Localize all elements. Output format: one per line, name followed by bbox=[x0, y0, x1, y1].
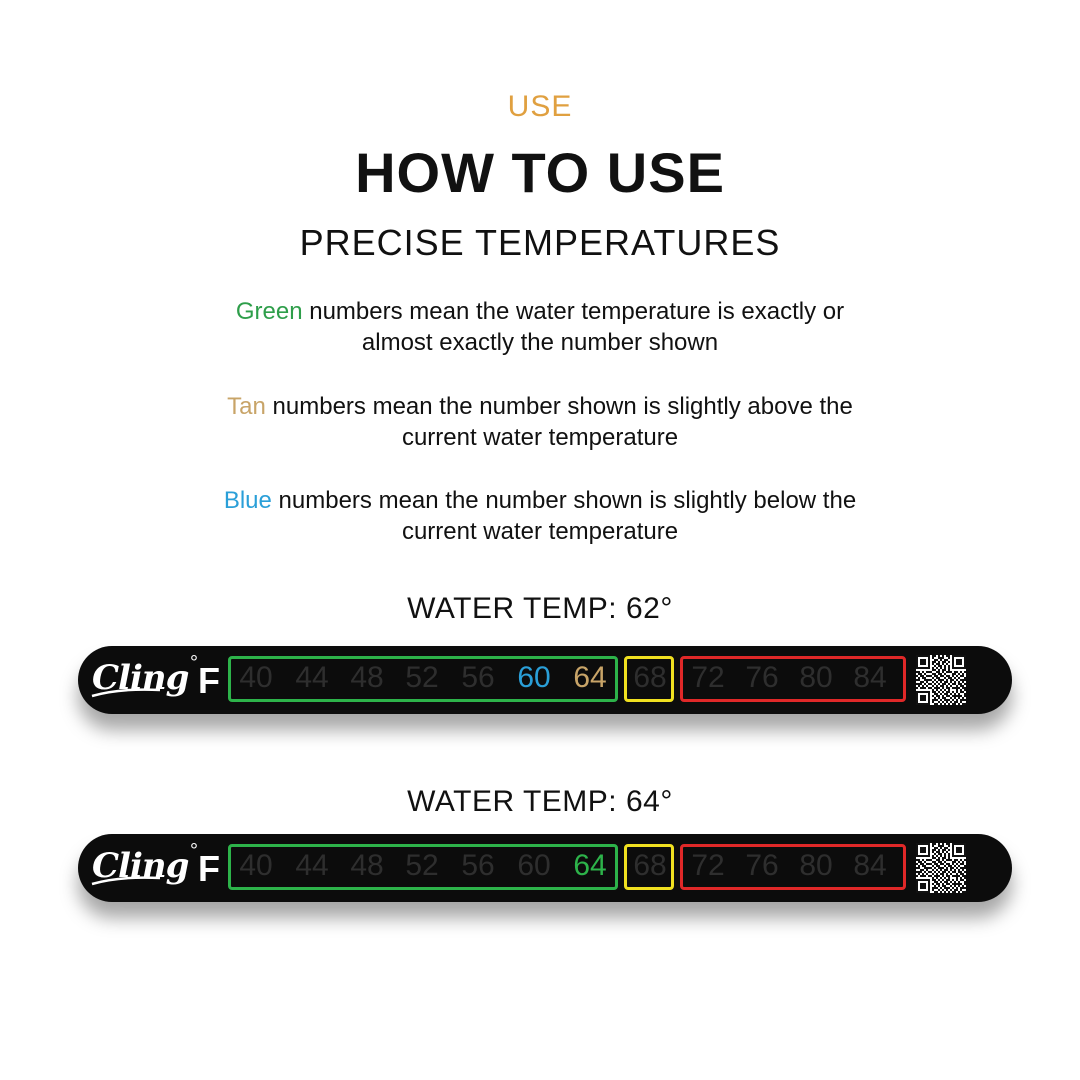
thermometer-strip bbox=[78, 834, 1012, 902]
temp-number-60: 60 bbox=[517, 661, 551, 694]
temp-number-44: 44 bbox=[295, 849, 329, 882]
legend-tan-text-1: numbers mean the number shown is slightly above the bbox=[265, 393, 853, 420]
temp-number-56: 56 bbox=[461, 849, 495, 882]
temp-number-56: 56 bbox=[461, 661, 495, 694]
cling-logo: Cling bbox=[92, 846, 189, 886]
legend-tan-word: Tan bbox=[227, 393, 266, 420]
example-1-caption: WATER TEMP: 62° bbox=[407, 592, 673, 625]
legend-green-text-1: numbers mean the water temperature is exactly or bbox=[302, 298, 845, 325]
temp-number-48: 48 bbox=[350, 849, 384, 882]
legend-blue-text-1: numbers mean the number shown is slightly below the bbox=[271, 487, 857, 514]
page-subtitle: PRECISE TEMPERATURES bbox=[299, 222, 781, 263]
temp-number-80: 80 bbox=[799, 849, 833, 882]
logo-swoosh-icon bbox=[90, 686, 162, 700]
temp-number-64: 64 bbox=[573, 849, 607, 882]
temp-number-52: 52 bbox=[405, 661, 439, 694]
temp-number-76: 76 bbox=[745, 661, 779, 694]
legend-green-text-2: almost exactly the number shown bbox=[361, 329, 719, 356]
thermometer-strip bbox=[78, 646, 1012, 714]
temp-number-60: 60 bbox=[517, 849, 551, 882]
temp-number-84: 84 bbox=[853, 661, 887, 694]
example-2-caption: WATER TEMP: 64° bbox=[407, 785, 673, 818]
legend-blue bbox=[0, 485, 1080, 547]
qr-code-icon bbox=[916, 843, 966, 893]
legend-tan bbox=[0, 391, 1080, 453]
temp-number-68: 68 bbox=[633, 849, 667, 882]
legend-green-word: Green bbox=[235, 298, 303, 325]
temp-number-80: 80 bbox=[799, 661, 833, 694]
temp-number-76: 76 bbox=[745, 849, 779, 882]
unit-label: F bbox=[198, 848, 220, 889]
temp-number-40: 40 bbox=[239, 849, 273, 882]
legend-blue-text-2: current water temperature bbox=[401, 518, 679, 545]
temp-number-52: 52 bbox=[405, 849, 439, 882]
legend-tan-text-2: current water temperature bbox=[401, 424, 679, 451]
temp-number-44: 44 bbox=[295, 661, 329, 694]
page-title: HOW TO USE bbox=[355, 141, 725, 204]
temp-number-68: 68 bbox=[633, 661, 667, 694]
unit-degree-symbol: ° bbox=[190, 652, 198, 674]
eyebrow-label: USE bbox=[507, 90, 573, 123]
legend-blue-word: Blue bbox=[223, 487, 272, 514]
qr-code-icon bbox=[916, 655, 966, 705]
temp-number-40: 40 bbox=[239, 661, 273, 694]
temp-number-84: 84 bbox=[853, 849, 887, 882]
temp-number-72: 72 bbox=[691, 661, 725, 694]
temp-number-48: 48 bbox=[350, 661, 384, 694]
logo-swoosh-icon bbox=[90, 874, 162, 888]
temp-number-64: 64 bbox=[573, 661, 607, 694]
legend-green bbox=[0, 296, 1080, 358]
temp-number-72: 72 bbox=[691, 849, 725, 882]
unit-degree-symbol: ° bbox=[190, 840, 198, 862]
cling-logo: Cling bbox=[92, 658, 189, 698]
unit-label: F bbox=[198, 660, 220, 701]
